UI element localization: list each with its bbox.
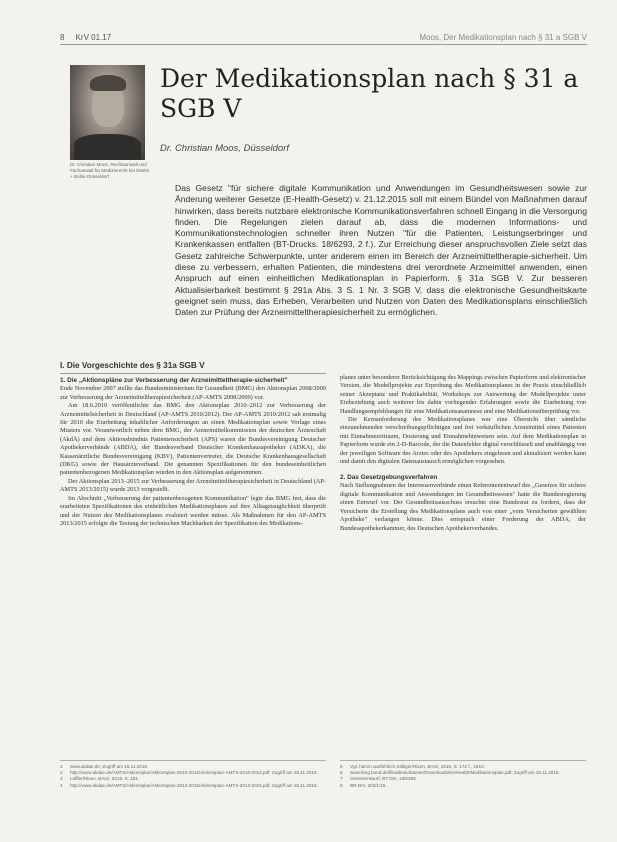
footnote: 8 BR-Drs. 202/1/15. [340, 782, 387, 788]
footnote: 5 Vgl. hierzu ausführlich Kölliger/Rixen, BAnz, 2016, S. 172 f., 1810. [340, 764, 485, 769]
footnote: 1 www.akdae.de; Zugriff am 18.11.2016. [60, 764, 149, 769]
right-column [340, 374, 586, 533]
section-title: I. Die Vorgeschichte des § 31a SGB V [60, 362, 326, 374]
footnote: 3 Löffler/Rixen, BAnz, 2016, S. 181. [60, 776, 140, 782]
footnote: 4 http://www.akdae.de/AMTS/Aktionsplan/Aktionsplan-2013-2015/Aktionsplan-AMTS-2013-2015.pdf; Zugriff am 18.11.2016. [60, 782, 318, 788]
paragraph: Ende November 2007 stellte das Bundesministerium für Gesundheit (BMG) den Aktionsplan 2008/2009 zur Verbesserung der Arzneimitteltherapiesicherheit (AP-AMTS 2008/2009) vor. [60, 385, 326, 401]
footnote: 2 http://www.akdae.de/AMTS/Aktionsplan/Aktionsplan-2010-2012/Aktionsplan-AMTS-2010-2012.pdf; Zugriff am 18.11.2016. [60, 770, 318, 776]
subsection-title: 1. Die „Aktionspläne zur Verbesserung der Arzneimitteltherapie-sicherheit" [60, 377, 288, 385]
footnotes-right [340, 760, 586, 789]
paragraph: Die Kernanforderung des Medikationsplanes war eine Übersicht über sämtliche einzunehmenden verschreibungspflichtigen und frei verkäuflichen Arzneimittel eines Patienten mit Einnahmezeitraum, Dosierung und Einnahmehinweisen sein. Auf dem Medikationsplan in Papierform wurde ein 2-D-Barcode, der die Datenfelder digital verschlüsselt und unabhängig von der jeweiligen Software des Arztes oder des Apothekers eingelesen und aktualisiert werden kann und damit den digitalen Datenaustausch ermöglichen vorgesehen. [340, 416, 586, 466]
footnote: 6 www.bmg.bund.de/fileadmin/dateien/Downloads/E/eHealth/Medikationsplan.pdf; Zugriff am 18.11.2016. [340, 770, 560, 776]
portrait-caption: Dr. Christian Moos, Rechtsanwalt und Fachanwalt für Medizinrecht bei Dierks + Bohle Düsseldorf [70, 162, 150, 179]
paragraph: Am 18.6.2010 veröffentlichte das BMG den Aktionsplan 2010–2012 zur Verbesserung der Arzneimittelsicherheit in Deutschland (AP-AMTS 2010/2012). Der AP-AMTS 2010/2012 sah erstmalig für 2010 die Erarbeitung inhaltlicher Anforderungen an einen Medikationsplan sowie Vorlage eines Musters vor. Verantwortlich neben dem BMG, der Arzneimittelkommission der deutschen Ärzteschaft (AkdÄ) und dem Aktionsbündnis Patientensicherheit (APS) waren die Bundesvereinigung Deutscher Apothekerverbände (ABDA), der Bundesverband Deutscher Krankenhausapotheker (ADKA), die Kassenärztliche Bundesvereinigung (KBV), Patientenvertreter, die Deutsche Krankenhausgesellschaft (DKG) sowie der Hausärzteverband. Die genannten Spezifikationen für den bundeseinheitlichen patientenbezogenen Medikationsplan wurden in den Aktionsplan aufgenommen. [60, 402, 326, 477]
running-title: Moos, Der Medikationsplan nach § 31 a SGB V [419, 33, 587, 42]
paragraph: Im Abschnitt „Verbesserung der patientenbezogenen Kommunikation" legte das BMG fest, dass die erarbeiteten Spezifikationen des einheitlichen Medikationsplanes auf ihre Alltagstauglichkeit überprüft und der Nutzen des Medikationsplanes evaluiert werden müsse. Als Maßnahmen für den AP-AMTS 2013/2015 erfolgte die Testung der technischen Machbarkeit der Spezifikation des Medikations- [60, 494, 326, 527]
subsection-title: 2. Das Gesetzgebungsverfahren [340, 474, 438, 482]
article-author: Dr. Christian Moos, Düsseldorf [160, 143, 289, 154]
footnotes-left [60, 760, 326, 789]
footnote: 7 Gesetzentwurf, BT-Drs. 18/5293. [340, 776, 417, 782]
portrait-hair [90, 75, 126, 91]
paragraph: Der Aktionsplan 2013–2015 zur Verbesserung der Arzneimitteltherapiesicherheit in Deutschland (AP-AMTS 2013/2015) wurde 2013 vorgestellt. [60, 477, 326, 494]
author-portrait [70, 65, 145, 160]
page-header [60, 30, 587, 45]
journal-name: KrV 01.17 [75, 33, 112, 42]
paragraph: Nach Stellungnahmen der Interessenverbände einen Referentenentwurf des „Gesetzes für sichere digitale Kommunikation und Anwendungen im Gesundheitswesen" hatte die Bundesregierung einen Entwurf vor. Der Gesundheitsausschuss ersuchte eine Bundesrat zu fordern, dass der Versicherte die Erstellung des Medikationsplans auch von einer „vom Versicherten gewählten Apotheke" verlangen könne. Dies entsprach einer Forderung der ABDA, der Bundesapothekerkammer, des Deutschen Apothekerverbandes. [340, 482, 586, 532]
paragraph: planes unter besonderer Berücksichtigung des Mappings zwischen Papierform und elektronischer Version, die Modellprojekte zur Erprobung des Medikationsplanes in der Praxis einschließlich seiner Akzeptanz und Praktikabilität, Workshops zur Auswertung der Modellprojekte unter Einbeziehung auch weiterer bis dahin vorliegender Erfahrungen sowie die Erarbeitung von Handlungsempfehlungen für eine Medikationsanamnese und eine Medikationsüberprüfung vor. [340, 374, 586, 415]
header-left [60, 33, 111, 42]
page-number: 8 [60, 33, 65, 42]
abstract: Das Gesetz "für sichere digitale Kommunikation und Anwendungen im Gesundheitswesen sowie zur Änderung weiterer Gesetze (E-Health-Gesetz) v. 21.12.2015 soll mit einem Bündel von Maßnahmen darauf hinwirken, dass bereits nutzbare elektronische Kommunikationsverfahren schnell Eingang in die Versorgung finden. Die Regelungen zielen darauf ab, dass die modernen Informations- und Kommunikationstechnologien schneller ihren Nutzen "für die Patienten, Leistungserbringer und Krankenkassen entfalten (BT-Drucks. 18/6293, 2 f.). Zur Erreichung dieser anspruchsvollen Ziele setzt das Gesetz zahlreiche Schwerpunkte, unter anderem einen im Bereich der Arzneimitteltherapie-sicherheit. Um diese zu verbessern, erhalten Patienten, die mindestens drei verordnete Arzneimittel anwenden, einen Anspruch auf einen einheitlichen Medikationsplan in Papierform. § 31a SGB V. Zur besseren Aktualisierbarkeit bestimmt § 291a Abs. 3 S. 1 Nr. 3 SGB V, dass die elektronische Gesundheitskarte geeignet sein muss, das Erheben, Verarbeiten und Nutzen von Daten des Medikationsplans einschließlich Daten zur Prüfung der Arzneimitteltherapiesicherheit zu ermöglichen. [175, 183, 587, 318]
article-title: Der Medikationsplan nach § 31 a SGB V [160, 64, 579, 123]
left-column [60, 362, 326, 528]
portrait-shoulders [74, 134, 141, 160]
